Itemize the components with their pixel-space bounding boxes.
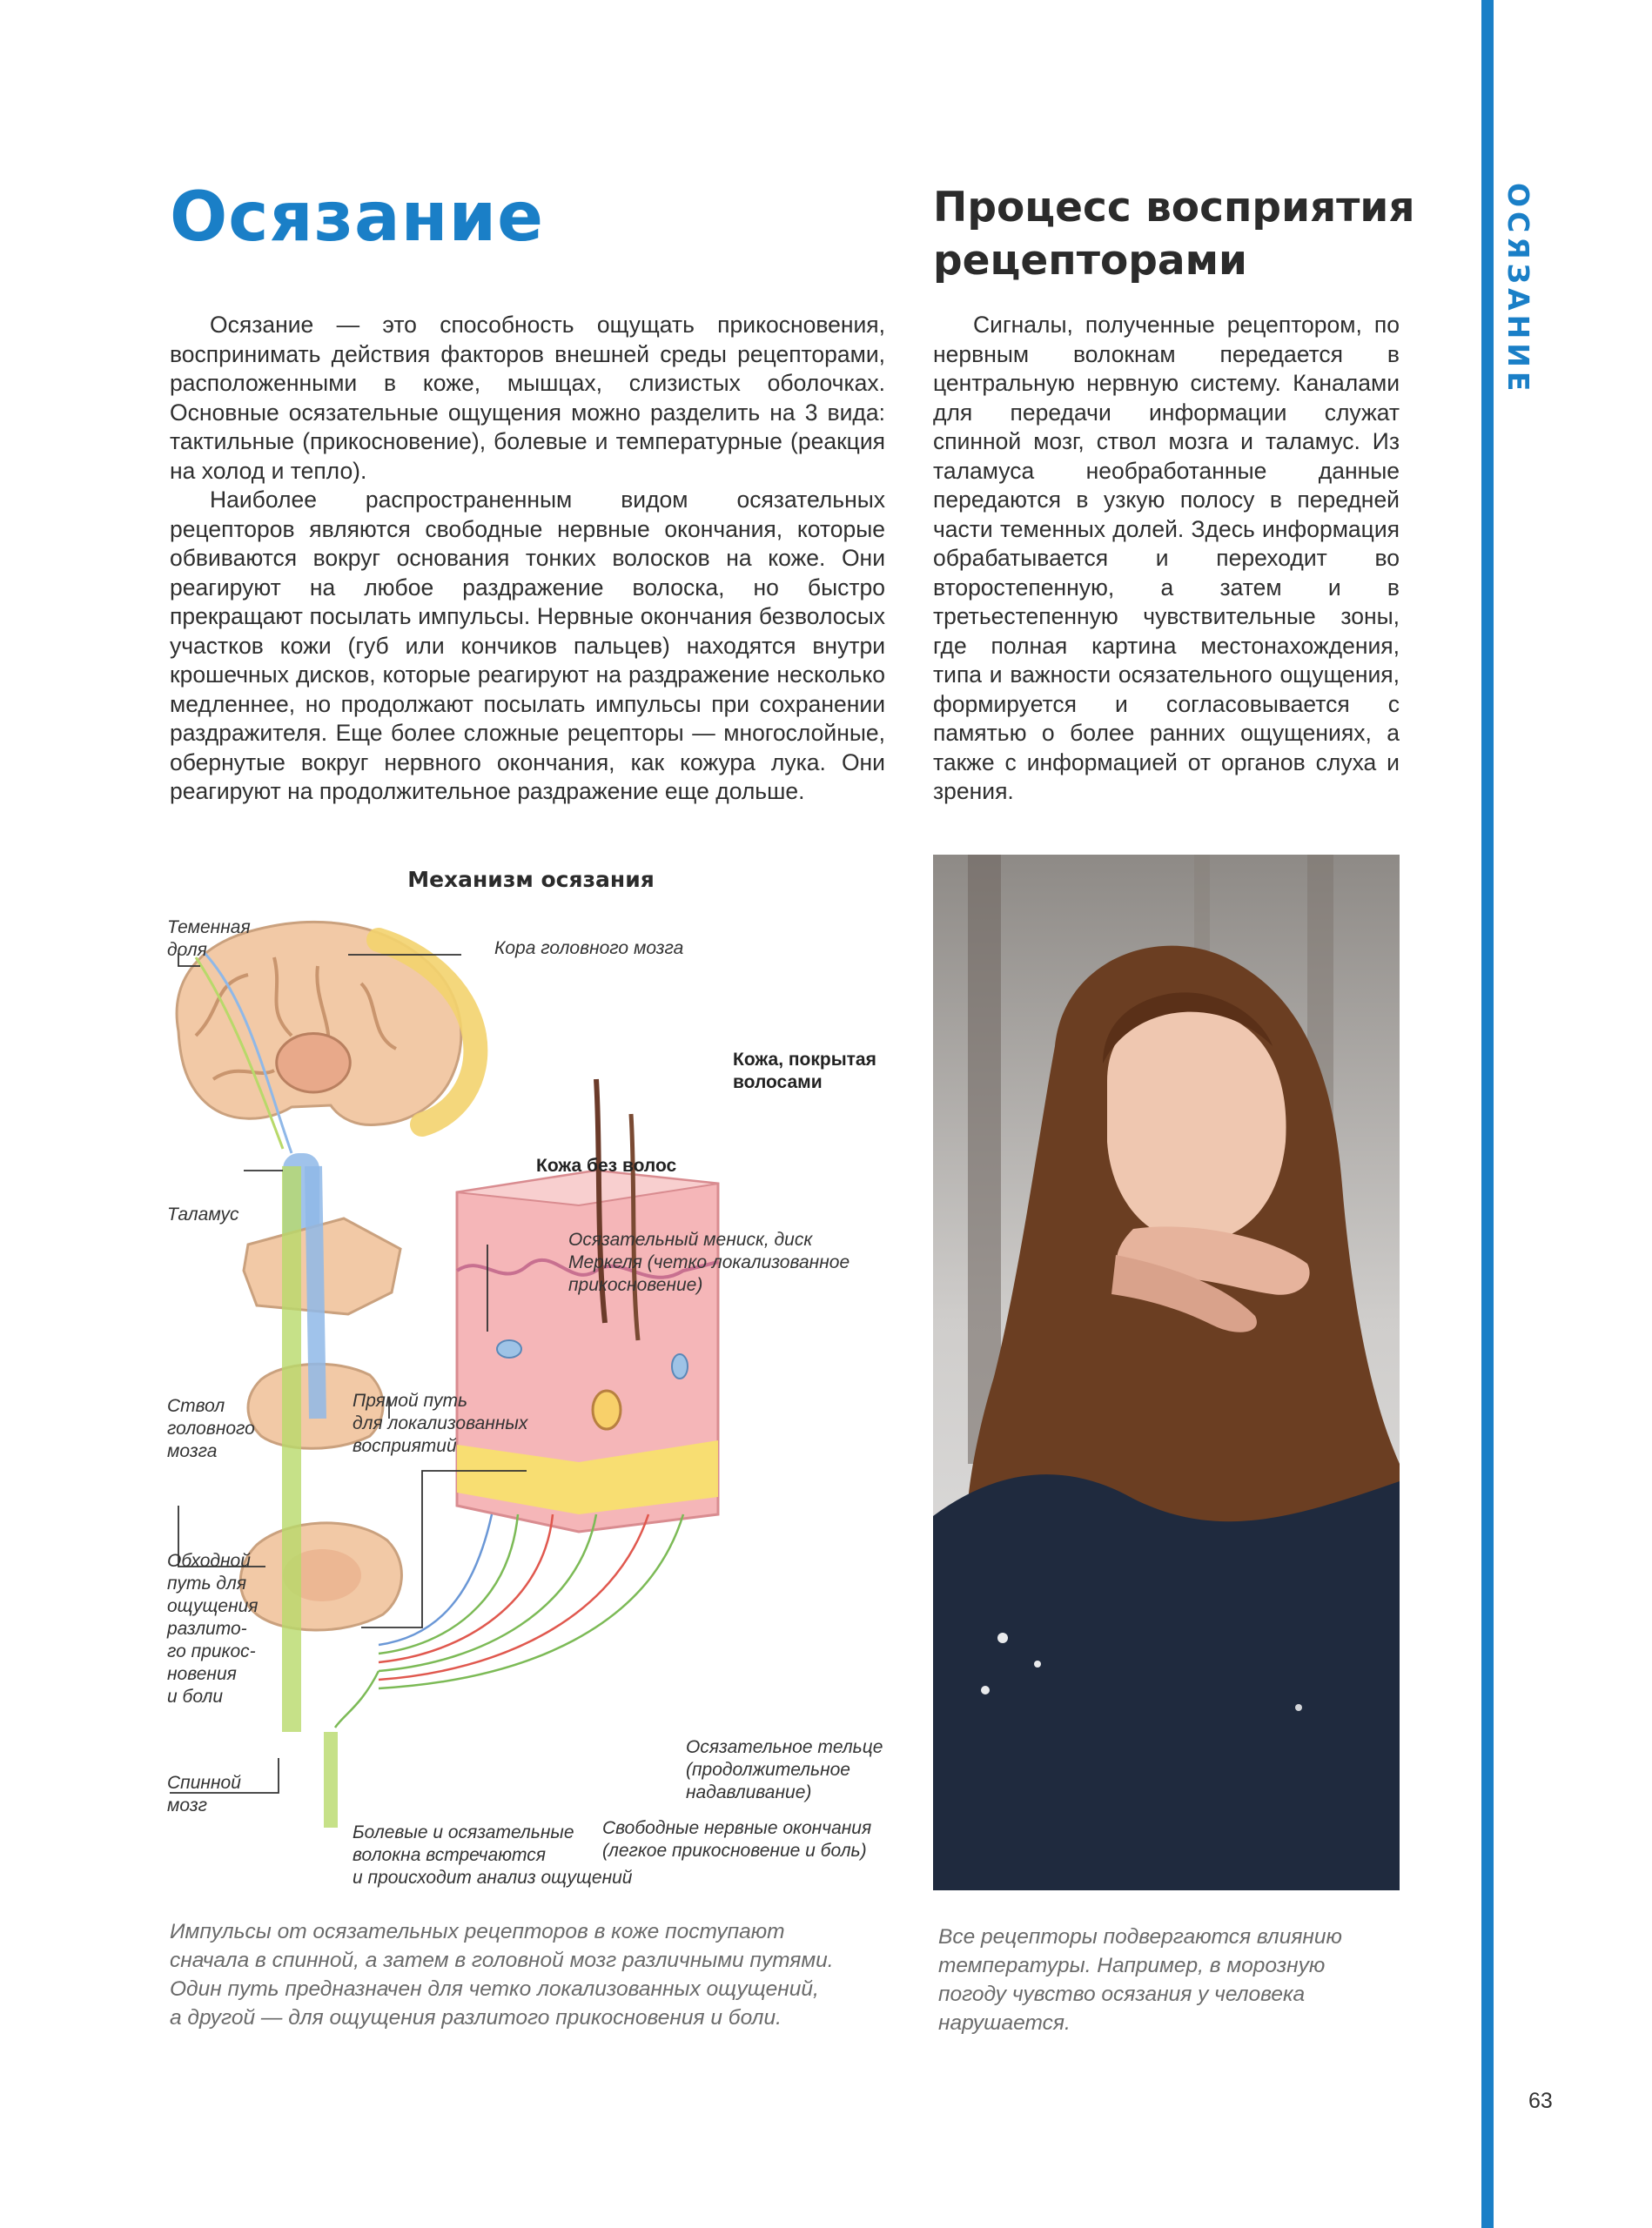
- label-merkel-disc: Осязательный мениск, диск Меркеля (четко локализованное прикосновение): [568, 1230, 850, 1295]
- label-fibers-meet: Болевые и осязательные волокна встречаются и происходит анализ ощущений: [353, 1822, 633, 1888]
- photo-caption-right: Все рецепторы подвергаются влиянию температуры. Например, в морозную погоду чувство осязания у человека нарушается.: [938, 1925, 1342, 2035]
- left-paragraph-1: Осязание — это способность ощущать прикосновения, воспринимать действия факторов внешней среды рецепторами, расположенными в коже, мышцах, слизистых оболочках. Основные осязательные ощущения можно разделить на 3 вида: тактильные (прикосновение), болевые и температурные (реакция на холод и тепло).: [170, 312, 885, 484]
- left-column-text: [170, 311, 885, 807]
- section-side-label: ОСЯЗАНИЕ: [1501, 183, 1535, 396]
- label-parietal-lobe: Теменная доля: [167, 917, 251, 960]
- skin-block-illustration: [457, 1079, 718, 1532]
- accent-side-bar: [1481, 0, 1494, 2228]
- figure-caption-left: Импульсы от осязательных рецепторов в коже поступают сначала в спинной, а затем в головной мозг различными путями. Один путь предназначен для четко локализованных ощущений, а другой — для ощущения разлитого прикосновения и боли.: [170, 1920, 834, 2030]
- label-brainstem: Ствол головного мозга: [167, 1396, 255, 1461]
- label-hairy-skin: Кожа, покрытая волосами: [733, 1050, 876, 1092]
- page-title: Осязание: [170, 178, 545, 257]
- winter-girl-photo: [933, 855, 1400, 1890]
- direct-pathway: [313, 1166, 318, 1419]
- label-cortex: Кора головного мозга: [494, 938, 684, 958]
- right-paragraph-1: Сигналы, полученные рецептором, по нервным волокнам передается в центральную нервную систему. Каналами для передачи информации служат спинной мозг, ствол мозга и таламус. Из таламуса необработанные данные передаются в узкую полосу в передней части теменных долей. Здесь информация обрабатывается и переходит во второстепенную, а затем и в третьестепенную чувствительные зоны, где полная картина местонахождения, типа и важности осязательного ощущения, формируется и согласовывается с памятью о более ранних ощущениях, а также с информацией от органов слуха и зрения.: [933, 312, 1400, 804]
- label-free-nerve-endings: Свободные нервные окончания (легкое прикосновение и боль): [602, 1818, 872, 1861]
- figure-title: Механизм осязания: [407, 867, 655, 892]
- label-hairless-skin: Кожа без волос: [536, 1156, 677, 1176]
- label-spinal-cord: Спинной мозг: [167, 1773, 241, 1815]
- section-subtitle: Процесс восприятия рецепторами: [933, 184, 1415, 285]
- label-direct-path: Прямой путь для локализованных восприятий: [353, 1391, 528, 1456]
- right-column-text: [933, 311, 1400, 807]
- label-thalamus: Таламус: [167, 1205, 239, 1225]
- page-number: 63: [1528, 2089, 1553, 2113]
- label-corpuscle: Осязательное тельце (продолжительное надавливание): [686, 1737, 883, 1802]
- left-paragraph-2: Наиболее распространенным видом осязательных рецепторов являются свободные нервные окончания, которые обвиваются вокруг основания тонких волосков на коже. Они реагируют на любое раздражение волоска, но быстро прекращают посылать импульсы. Нервные окончания безволосых участков кожи (губ или кончиков пальцев) находятся внутри крошечных дисков, которые реагируют на раздражение несколько медленнее, но продолжают посылать импульсы при сохранении раздражителя. Еще более сложные рецепторы — многослойные, обернутые вокруг нервного окончания, как кожура лука. Они реагируют на продолжительное раздражение еще дольше.: [170, 487, 885, 804]
- label-bypass-path: Обходной путь для ощущения разлито- го прикос- новения и боли: [167, 1551, 259, 1707]
